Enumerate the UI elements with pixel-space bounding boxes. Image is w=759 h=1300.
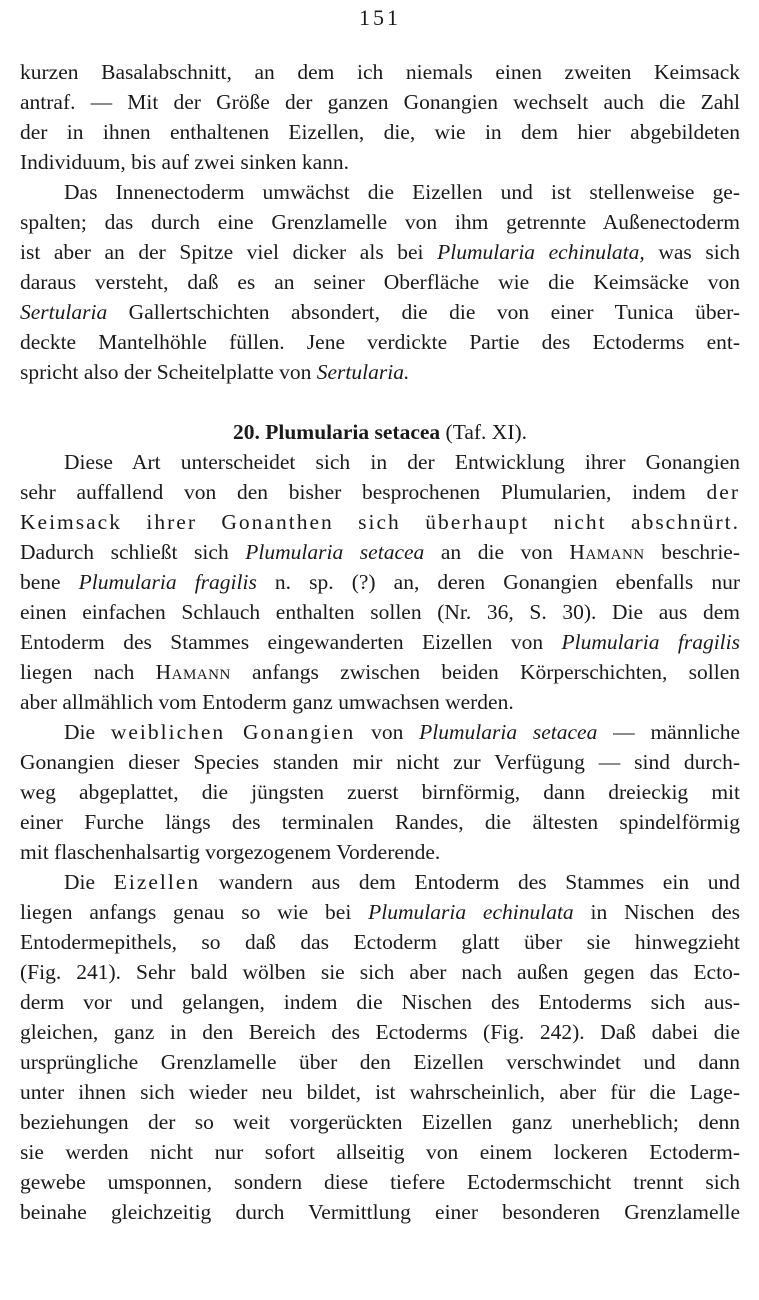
paragraph <box>20 447 740 717</box>
text-run: anfangs zwischen beiden Körperschichten, sollen <box>230 660 740 684</box>
text-run: beschrie- <box>644 540 740 564</box>
text-line <box>20 357 740 387</box>
text-run: — männliche <box>597 720 740 744</box>
text-line <box>20 867 740 897</box>
species-name: Plumularia setacea <box>245 540 425 564</box>
text-line <box>20 567 740 597</box>
species-name: Plumularia setacea <box>419 720 598 744</box>
text-line: ursprüngliche Grenzlamelle über den Eizellen verschwindet und dann <box>20 1050 740 1074</box>
text-line: sie werden nicht nur sofort allseitig von einem lockeren Ectoderm- <box>20 1140 740 1164</box>
species-name: Plumularia echinulata, <box>437 240 645 264</box>
text-line: kurzen Basalabschnitt, an dem ich niemals einen zweiten Keimsack <box>20 60 740 84</box>
text-line <box>20 627 740 657</box>
species-name: Plumularia fragilis <box>561 630 740 654</box>
text-run: sehr auffallend von den bisher besprochenen Plumularien, indem <box>20 480 707 504</box>
text-line: Diese Art unterscheidet sich in der Entwicklung ihrer Gonangien <box>64 450 740 474</box>
author-name: Hamann <box>155 660 231 684</box>
text-run: Die <box>64 870 114 894</box>
text-line: spalten; das durch eine Grenzlamelle von ihm getrennte Außenectoderm <box>20 210 740 234</box>
text-line: gleichen, ganz in den Bereich des Ectoderms (Fig. 242). Daß dabei die <box>20 1020 740 1044</box>
emphasis: Eizellen <box>113 870 201 894</box>
text-run: wandern aus dem Entoderm des Stammes ein und <box>200 870 740 894</box>
text-run: bene <box>20 570 79 594</box>
section-gap <box>20 387 740 417</box>
text-run: an die von <box>424 540 570 564</box>
text-line: deckte Mantelhöhle füllen. Jene verdickte Partie des Ectoderms ent- <box>20 330 740 354</box>
text-line <box>20 717 740 747</box>
text-line: einer Furche längs des terminalen Randes, die ältesten spindelförmig <box>20 810 740 834</box>
text-run: Gallertschichten absondert, die die von einer Tunica über- <box>107 300 740 324</box>
text-run: in Nischen des <box>573 900 741 924</box>
paragraph <box>20 57 740 177</box>
text-line <box>20 477 740 507</box>
text-line: Das Innenectoderm umwächst die Eizellen und ist stellenweise ge- <box>64 180 740 204</box>
text-run: was sich <box>644 240 740 264</box>
text-line: aber allmählich vom Entoderm ganz umwachsen werden. <box>20 690 514 714</box>
text-line: beziehungen der so weit vorgerückten Eizellen ganz unerheblich; denn <box>20 1110 740 1134</box>
section-heading <box>20 417 740 447</box>
genus-name: Sertularia <box>20 300 108 324</box>
text-run: n. sp. (?) an, deren Gonangien ebenfalls nur <box>256 570 740 594</box>
text-line <box>20 237 740 267</box>
text-run: ist aber an der Spitze viel dicker als bei <box>20 240 438 264</box>
text-run: spricht also der Scheitelplatte von <box>20 360 317 384</box>
text-line <box>20 897 740 927</box>
paragraph <box>20 717 740 867</box>
text-line: einen einfachen Schlauch enthalten sollen (Nr. 36, S. 30). Die aus dem <box>20 600 740 624</box>
plate-reference: (Taf. XI). <box>440 420 528 444</box>
text-line: weg abgeplattet, die jüngsten zuerst birnförmig, dann dreieckig mit <box>20 780 740 804</box>
text-run: Entoderm des Stammes eingewanderten Eizellen von <box>20 630 562 654</box>
species-name: Plumularia fragilis <box>78 570 257 594</box>
text-line: Individuum, bis auf zwei sinken kann. <box>20 150 350 174</box>
text-line <box>20 537 740 567</box>
species-name: Plumularia echinulata <box>368 900 574 924</box>
text-line <box>20 657 740 687</box>
text-line: daraus versteht, daß es an seiner Oberfläche wie die Keimsäcke von <box>20 270 740 294</box>
text-line-emphasis: Keimsack ihrer Gonanthen sich überhaupt nicht abschnürt. <box>20 510 740 534</box>
text-line: der in ihnen enthaltenen Eizellen, die, wie in dem hier abgebildeten <box>20 120 740 144</box>
section-title: 20. Plumularia setacea <box>232 420 441 444</box>
body-text <box>20 57 740 1227</box>
text-line: gewebe umsponnen, sondern diese tiefere Ectodermschicht trennt sich <box>20 1170 740 1194</box>
text-line: mit flaschenhalsartig vorgezogenem Vorderende. <box>20 840 441 864</box>
emphasis: weiblichen Gonangien <box>110 720 356 744</box>
text-run: Dadurch schließt sich <box>20 540 246 564</box>
genus-name: Sertularia. <box>316 360 410 384</box>
text-line <box>20 297 740 327</box>
text-line: unter ihnen sich wieder neu bildet, ist wahrscheinlich, aber für die Lage- <box>20 1080 740 1104</box>
page-number: 151 <box>359 5 401 30</box>
text-line: derm vor und gelangen, indem die Nischen des Entoderms sich aus- <box>20 990 740 1014</box>
paragraph <box>20 867 740 1227</box>
text-run: von <box>355 720 420 744</box>
text-run: liegen anfangs genau so wie bei <box>20 900 369 924</box>
paragraph <box>20 177 740 387</box>
text-line: beinahe gleichzeitig durch Vermittlung einer besonderen Grenzlamelle <box>20 1200 740 1224</box>
text-line: Entodermepithels, so daß das Ectoderm glatt über sie hinwegzieht <box>20 930 740 954</box>
emphasis: der <box>706 480 740 504</box>
text-line: Gonangien dieser Species standen mir nicht zur Verfügung — sind durch- <box>20 750 740 774</box>
text-run: Die <box>64 720 111 744</box>
text-run: liegen nach <box>20 660 156 684</box>
author-name: Hamann <box>569 540 645 564</box>
text-line: (Fig. 241). Sehr bald wölben sie sich aber nach außen gegen das Ecto- <box>20 960 740 984</box>
text-line: antraf. — Mit der Größe der ganzen Gonangien wechselt auch die Zahl <box>20 90 740 114</box>
